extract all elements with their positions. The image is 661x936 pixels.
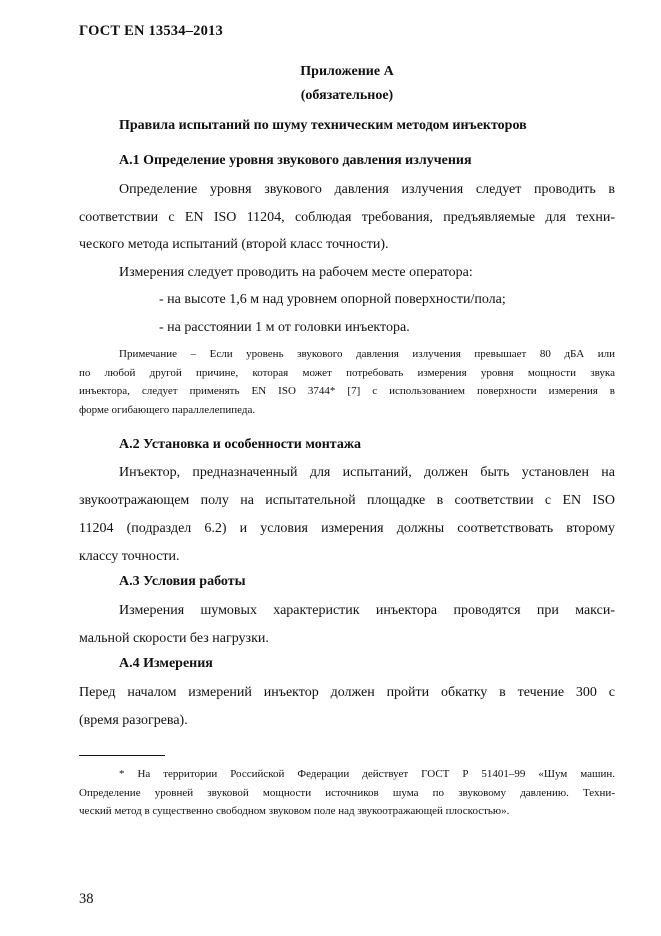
section-a1-bullet: - на высоте 1,6 м над уровнем опорной поверхности/пола; xyxy=(159,292,506,307)
section-a1-bullet: - на расстоянии 1 м от головки инъектора. xyxy=(159,320,410,335)
section-a4-para-line: Перед началом измерений инъектор должен пройти обкатку в течение 300 с xyxy=(79,685,615,700)
footnote-line: Определение уровней звуковой мощности источников шума по звуковому давлению. Техни- xyxy=(79,786,615,799)
footnote-line: ческий метод в существенно свободном звуковом поле над звукоотражающей плоскостью». xyxy=(79,805,510,817)
section-a2-heading: А.2 Установка и особенности монтажа xyxy=(119,437,361,452)
section-a1-para1-line: ческого метода испытаний (второй класс точности). xyxy=(79,237,389,252)
section-a3-heading: А.3 Условия работы xyxy=(119,574,246,589)
section-a2-para-line: звукоотражающем полу на испытательной площадке в соответствии с EN ISO xyxy=(79,493,615,508)
document-id: ГОСТ EN 13534–2013 xyxy=(79,23,223,39)
note-line: по любой другой причине, которая может потребовать измерения уровня мощности звука xyxy=(79,366,615,379)
section-a2-para-line: классу точности. xyxy=(79,549,180,564)
section-a1-para2: Измерения следует проводить на рабочем месте оператора: xyxy=(119,265,473,280)
section-a4-heading: А.4 Измерения xyxy=(119,656,213,671)
note-line: форме огибающего параллелепипеда. xyxy=(79,403,256,416)
footnote-line: * На территории Российской Федерации действует ГОСТ Р 51401–99 «Шум машин. xyxy=(119,768,615,780)
footnote-rule xyxy=(79,755,165,756)
section-a4-para-line: (время разогрева). xyxy=(79,713,188,728)
section-a3-para-line: Измерения шумовых характеристик инъектора проводятся при макси- xyxy=(119,603,615,618)
appendix-heading: Правила испытаний по шуму техническим методом инъекторов xyxy=(119,118,527,133)
section-a1-para1-line: соответствии с EN ISO 11204, соблюдая требования, предъявляемые для техни- xyxy=(79,210,615,225)
section-a1-note xyxy=(79,345,615,419)
appendix-status: (обязательное) xyxy=(300,88,394,103)
note-line: Примечание – Если уровень звукового давления излучения превышает 80 дБА или xyxy=(119,348,615,360)
section-a1-para1-line: Определение уровня звукового давления излучения следует проводить в xyxy=(119,182,615,197)
appendix-title: Приложение А xyxy=(300,64,394,79)
note-line: инъектора, следует применять EN ISO 3744* [7] с использованием поверхности измерения в xyxy=(79,385,615,397)
section-a1-heading: А.1 Определение уровня звукового давления излучения xyxy=(119,153,472,168)
section-a2-para-line: 11204 (подраздел 6.2) и условия измерения должны соответствовать второму xyxy=(79,521,615,536)
footnote xyxy=(79,765,615,821)
page-number: 38 xyxy=(79,891,94,907)
section-a2-para-line: Инъектор, предназначенный для испытаний, должен быть установлен на xyxy=(119,465,615,480)
section-a3-para-line: мальной скорости без нагрузки. xyxy=(79,631,269,646)
